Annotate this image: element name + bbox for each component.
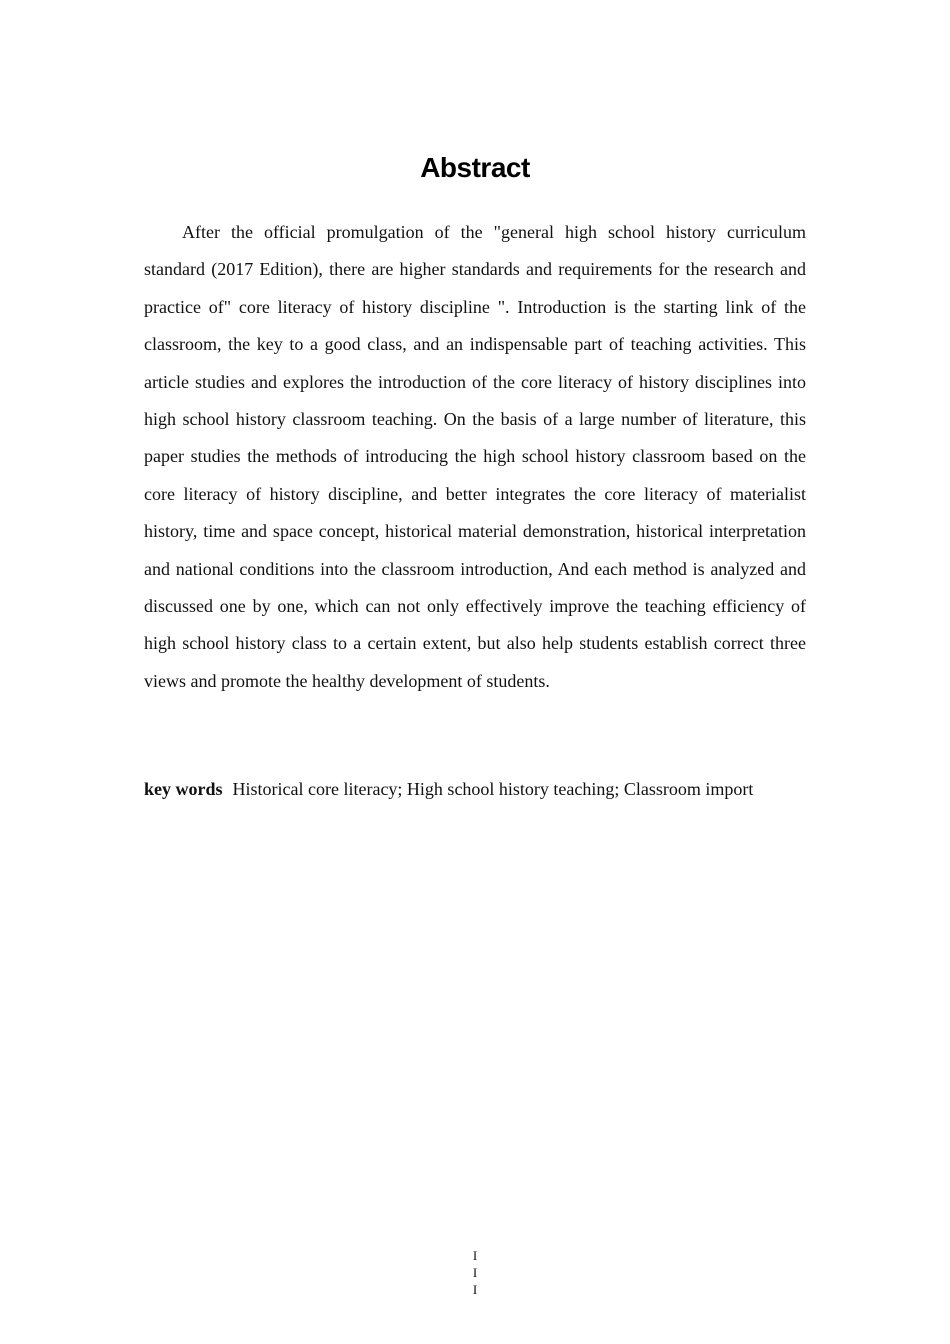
page-number-char: I [472, 1282, 478, 1297]
abstract-paragraph: After the official promulgation of the "general high school history curriculum standard (2017 Edition), there are higher standards and requirements for the research and practice of" core literacy of history discipline ". Introduction is the starting link of the classroom, the key to a good class, and an indispensable part of teaching activities. This article studies and explores the introduction of the core literacy of history disciplines into high school history classroom teaching. On the basis of a large number of literature, this paper studies the methods of introducing the high school history classroom based on the core literacy of history discipline, and better integrates the core literacy of materialist history, time and space concept, historical material demonstration, historical interpretation and national conditions into the classroom introduction, And each method is analyzed and discussed one by one, which can not only effectively improve the teaching efficiency of high school history class to a certain extent, but also help students establish correct three views and promote the healthy development of students. [144, 222, 806, 691]
abstract-title: Abstract [420, 152, 530, 183]
page-number-char: I [472, 1248, 478, 1263]
keywords-line [144, 771, 844, 808]
page-number-char: I [472, 1265, 478, 1280]
keywords-label: key words [144, 779, 223, 799]
keywords-text: Historical core literacy; High school history teaching; Classroom import [232, 779, 754, 799]
page-number [465, 1247, 485, 1298]
